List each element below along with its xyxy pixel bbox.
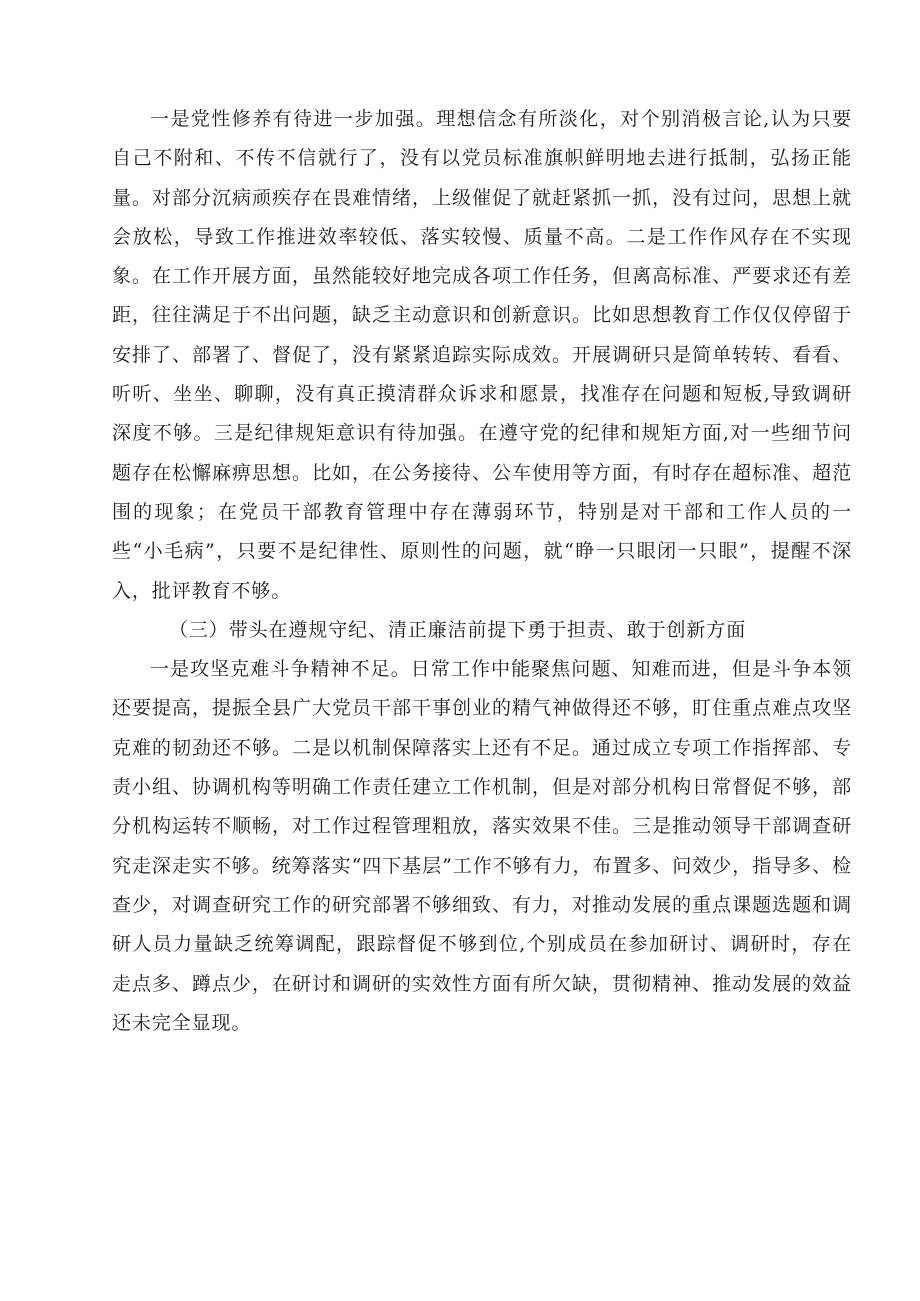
paragraph-responsibility: 一是攻坚克难斗争精神不足。日常工作中能聚焦问题、知难而进，但是斗争本领还要提高，提振全县广大党员干部干事创业的精气神做得还不够，盯住重点难点攻坚克难的韧劲还不够。二是以机制保障落实上还有不足。通过成立专项工作指挥部、专责小组、协调机构等明确工作责任建立工作机制，但是对部分机构日常督促不够，部分机构运转不顺畅，对工作过程管理粗放，落实效果不佳。三是推动领导干部调查研究走深走实不够。统筹落实“四下基层”工作不够有力，布置多、问效少，指导多、检查少，对调查研究工作的研究部署不够细致、有力，对推动发展的重点课题选题和调研人员力量缺乏统筹调配，跟踪督促不够到位,个别成员在参加研讨、调研时，存在走点多、蹲点少，在研讨和调研的实效性方面有所欠缺，贯彻精神、推动发展的效益还未完全显现。	[112, 658, 852, 1034]
section-heading-3: （三）带头在遵规守纪、清正廉洁前提下勇于担责、敢于创新方面	[169, 618, 747, 641]
paragraph-party-conduct: 一是党性修养有待进一步加强。理想信念有所淡化，对个别消极言论,认为只要自己不附和、不传不信就行了，没有以党员标准旗帜鲜明地去进行抵制，弘扬正能量。对部分沉病顽疾存在畏难情绪，上级催促了就赶紧抓一抓，没有过问，思想上就会放松，导致工作推进效率较低、落实较慢、质量不高。二是工作作风存在不实现象。在工作开展方面，虽然能较好地完成各项工作任务，但离高标准、严要求还有差距，往往满足于不出问题，缺乏主动意识和创新意识。比如思想教育工作仅仅停留于安排了、部署了、督促了，没有紧紧追踪实际成效。开展调研只是简单转转、看看、听听、坐坐、聊聊，没有真正摸清群众诉求和愿景，找准存在问题和短板,导致调研深度不够。三是纪律规矩意识有待加强。在遵守党的纪律和规矩方面,对一些细节问题存在松懈麻痹思想。比如，在公务接待、公车使用等方面，有时存在超标准、超范围的现象；在党员干部教育管理中存在薄弱环节，特别是对干部和工作人员的一些“小毛病”，只要不是纪律性、原则性的问题，就“睁一只眼闭一只眼”，提醒不深入，批评教育不够。	[112, 108, 852, 602]
body-text	[112, 100, 852, 1043]
